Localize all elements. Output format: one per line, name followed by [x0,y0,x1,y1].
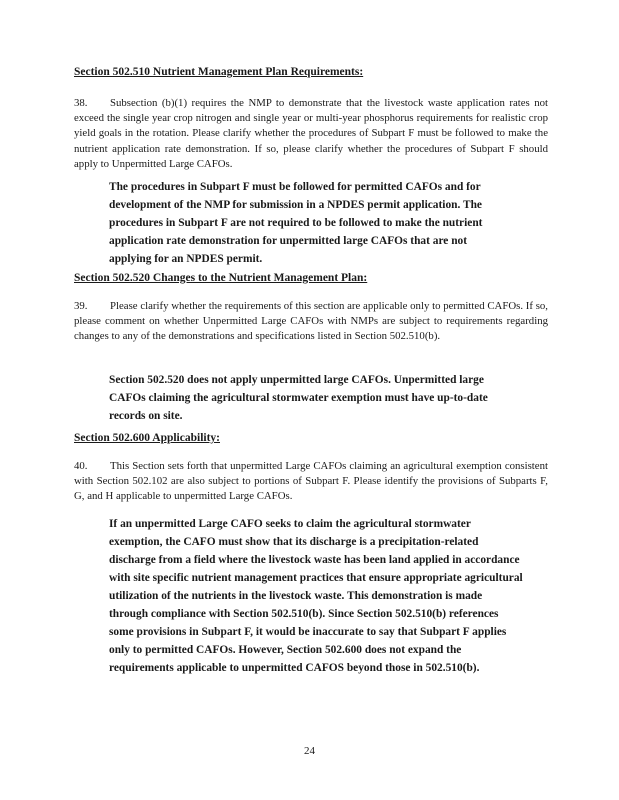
answer-40: If an unpermitted Large CAFO seeks to claim the agricultural stormwater exemption, the CAFO must show that its discharge is a precipitation-related discharge from a field where the livestock waste has been land applied in accordance with site specific nutrient management practices that ensure appropriate agricultural utilization of the nutrients in the livestock waste. This demonstration is made through compliance with Section 502.510(b). Since Section 502.510(b) references some provisions in Subpart F, it would be inaccurate to say that Subpart F applies only to permitted CAFOs. However, Section 502.600 does not expand the requirements applicable to unpermitted CAFOS beyond those in 502.510(b). [109,518,523,674]
page-number: 24 [304,745,315,757]
answer-39: Section 502.520 does not apply unpermitted large CAFOs. Unpermitted large CAFOs claiming the agricultural stormwater exemption must have up-to-date records on site. [109,374,488,422]
question-text: Subsection (b)(1) requires the NMP to demonstrate that the livestock waste application rates not exceed the single year crop nitrogen and single year or multi-year phosphorus requirements for realistic crop yield goals in the rotation. Please clarify whether the procedures of Subpart F must be followed to make the nutrient application rate demonstration. If so, please clarify whether the procedures of Subpart F should apply to Unpermitted Large CAFOs. [74,97,548,170]
question-number: 38. [74,97,88,109]
question-38 [74,96,548,172]
question-text: Please clarify whether the requirements of this section are applicable only to permitted CAFOs. If so, please comment on whether Unpermitted Large CAFOs with NMPs are subject to requirements regarding changes to any of the demonstrations and specifications listed in Section 502.510(b). [74,300,548,343]
answer-38: The procedures in Subpart F must be followed for permitted CAFOs and for development of the NMP for submission in a NPDES permit application. The procedures in Subpart F are not required to be followed to make the nutrient application rate demonstration for unpermitted large CAFOs that are not applying for an NPDES permit. [109,181,483,265]
section-heading-502-520: Section 502.520 Changes to the Nutrient Management Plan: [74,272,368,284]
question-39 [74,299,548,345]
section-heading-502-510: Section 502.510 Nutrient Management Plan Requirements: [74,66,364,78]
section-heading-502-600: Section 502.600 Applicability: [74,432,220,444]
question-number: 40. [74,460,88,472]
question-number: 39. [74,300,88,312]
question-40 [74,459,548,505]
question-text: This Section sets forth that unpermitted Large CAFOs claiming an agricultural exemption consistent with Section 502.102 are also subject to portions of Subpart F. Please identify the provisions of Subparts F, G, and H applicable to unpermitted Large CAFOs. [74,460,548,503]
